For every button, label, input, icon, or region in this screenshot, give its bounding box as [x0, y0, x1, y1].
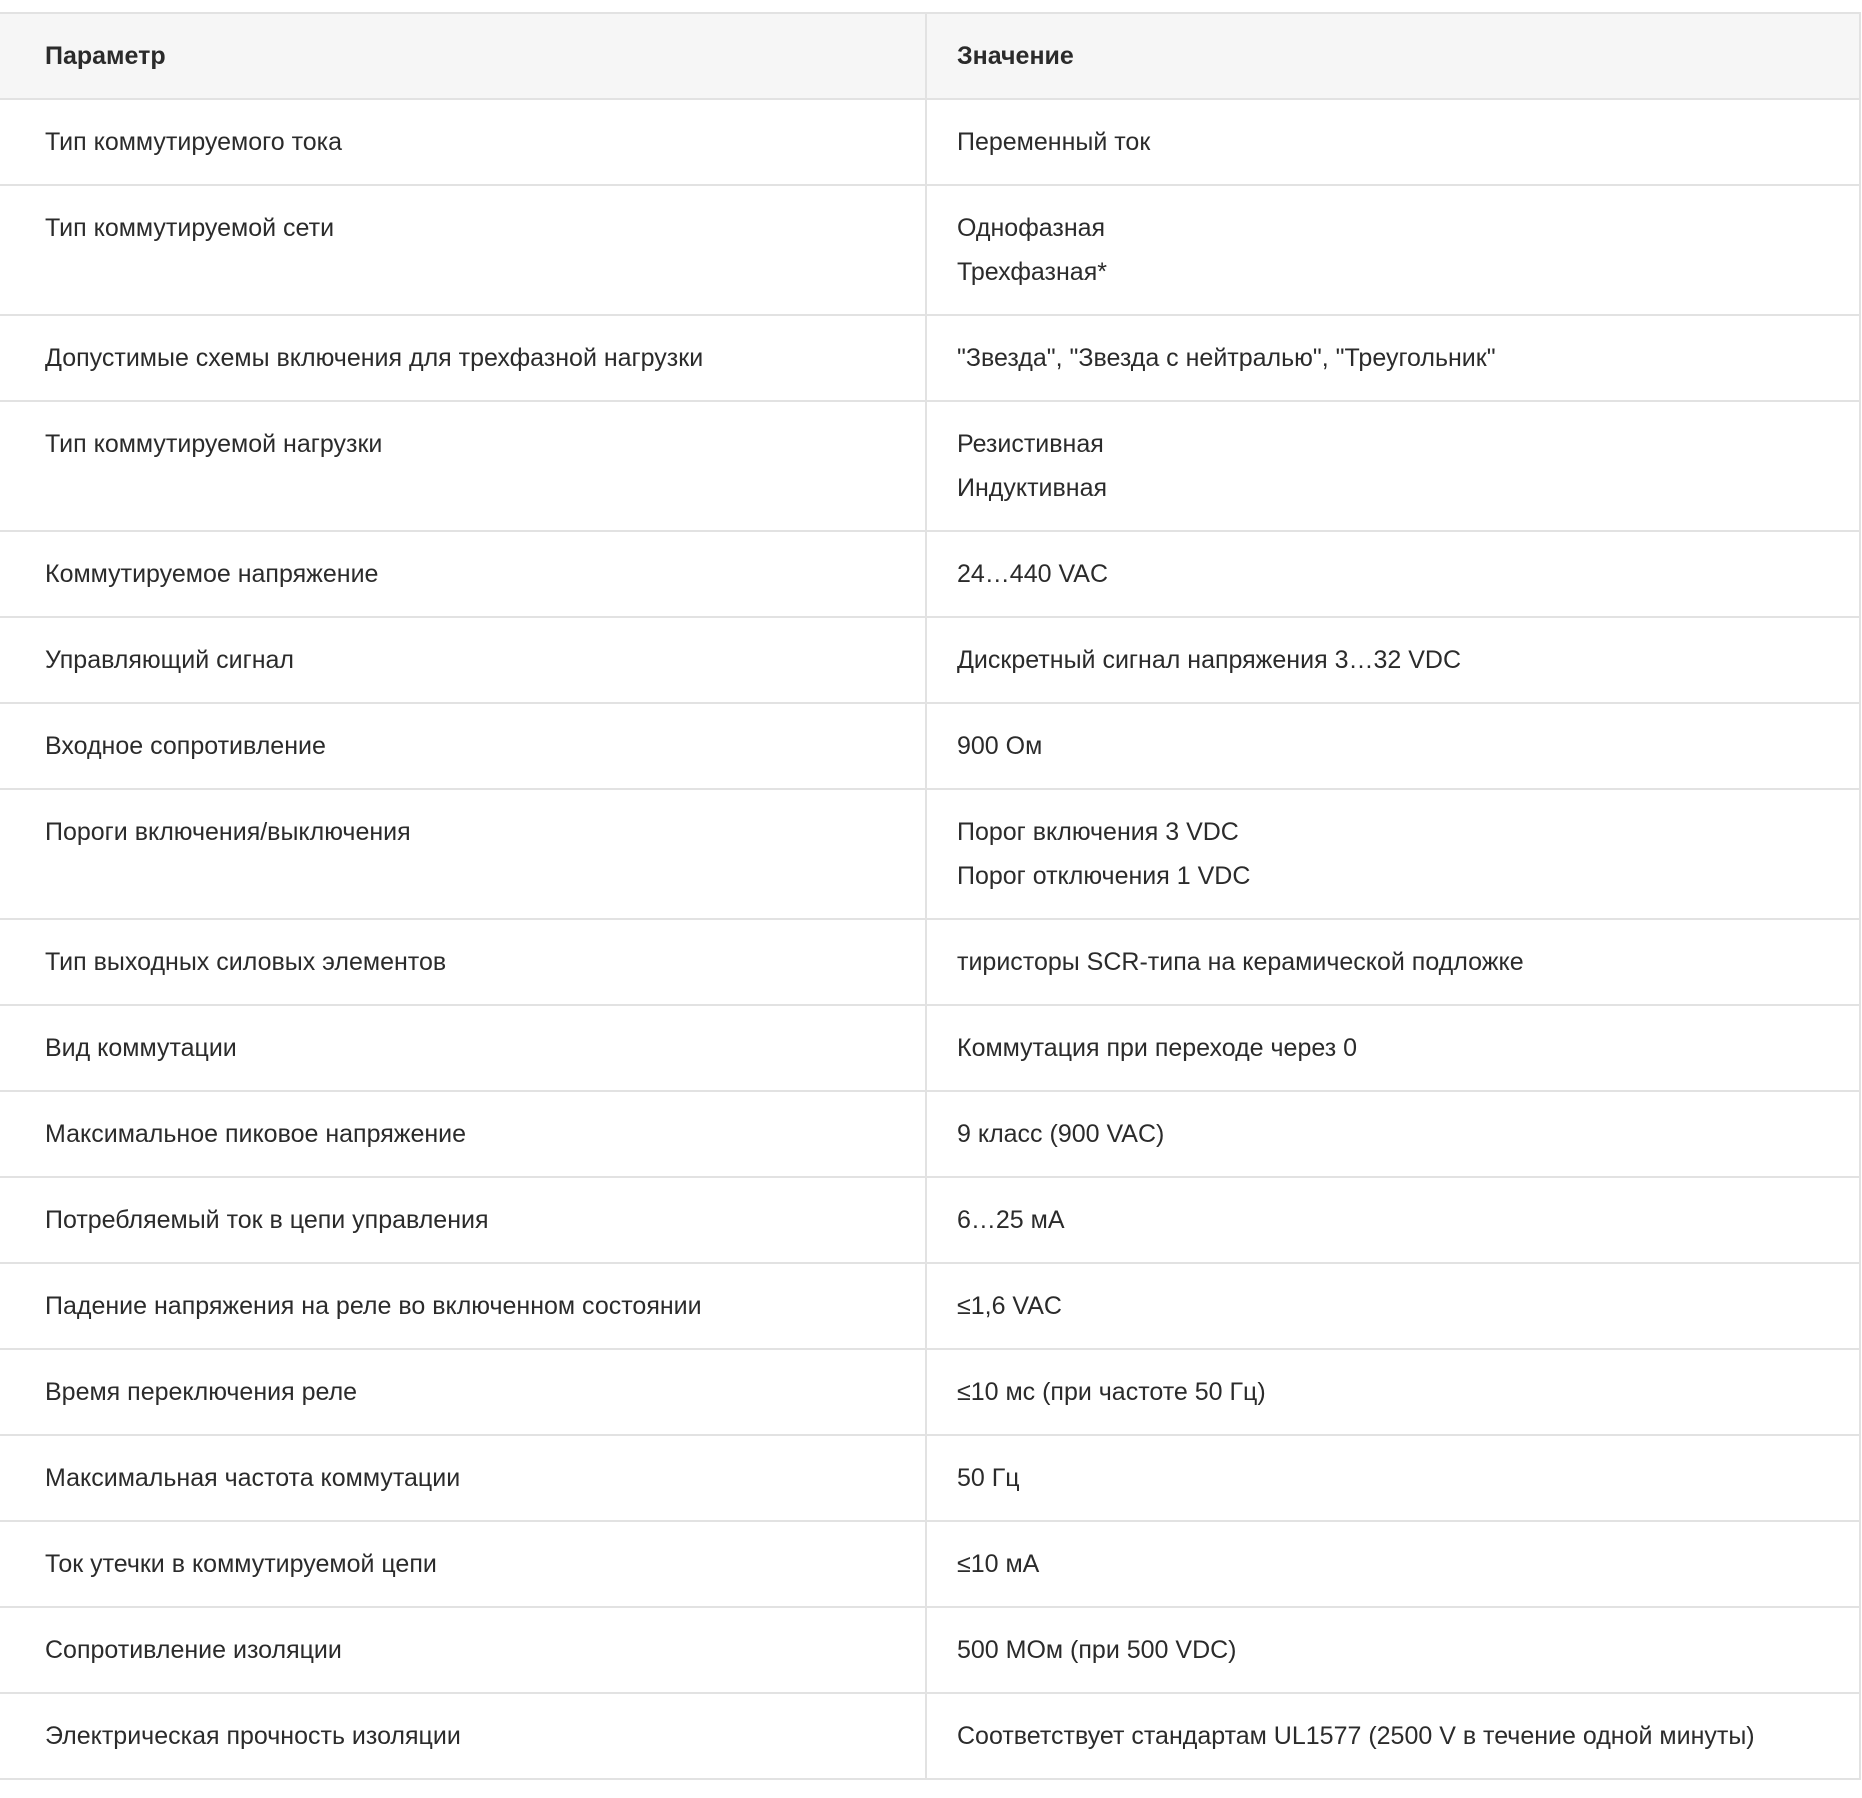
parameter-cell: Максимальная частота коммутации [0, 1435, 926, 1521]
table-row [0, 1263, 1860, 1349]
parameter-cell: Электрическая прочность изоляции [0, 1693, 926, 1779]
value-line: Трехфазная* [957, 258, 1107, 286]
table-body [0, 99, 1860, 1779]
value-line: 900 Ом [957, 732, 1043, 760]
table-row [0, 531, 1860, 617]
value-cell [926, 315, 1860, 401]
table-row [0, 919, 1860, 1005]
table-row [0, 401, 1860, 531]
table-row [0, 1435, 1860, 1521]
parameter-cell: Максимальное пиковое напряжение [0, 1091, 926, 1177]
value-line: ≤1,6 VAC [957, 1292, 1062, 1320]
value-line: Соответствует стандартам UL1577 (2500 V в течение одной минуты) [957, 1722, 1755, 1750]
spec-table [0, 12, 1861, 1780]
value-line: Дискретный сигнал напряжения 3…32 VDC [957, 646, 1462, 674]
value-line: "Звезда", "Звезда с нейтралью", "Треугольник" [957, 344, 1496, 372]
value-cell [926, 531, 1860, 617]
value-cell [926, 703, 1860, 789]
parameter-cell: Время переключения реле [0, 1349, 926, 1435]
parameter-cell: Сопротивление изоляции [0, 1607, 926, 1693]
value-cell [926, 1349, 1860, 1435]
table-row [0, 703, 1860, 789]
table-row [0, 1349, 1860, 1435]
table-row [0, 99, 1860, 185]
value-cell [926, 919, 1860, 1005]
table-header [0, 13, 1860, 99]
header-row [0, 13, 1860, 99]
value-line: Порог включения 3 VDC [957, 818, 1239, 846]
value-cell [926, 1263, 1860, 1349]
parameter-cell: Управляющий сигнал [0, 617, 926, 703]
value-cell [926, 185, 1860, 315]
value-cell [926, 1521, 1860, 1607]
value-line: тиристоры SCR-типа на керамической подложке [957, 948, 1524, 976]
table-row [0, 1607, 1860, 1693]
value-line: Резистивная [957, 430, 1104, 458]
value-line: ≤10 мА [957, 1550, 1040, 1578]
table-row [0, 1693, 1860, 1779]
value-line: Индуктивная [957, 474, 1108, 502]
parameter-cell: Падение напряжения на реле во включенном состоянии [0, 1263, 926, 1349]
table-row [0, 1521, 1860, 1607]
parameter-cell: Тип выходных силовых элементов [0, 919, 926, 1005]
parameter-cell: Коммутируемое напряжение [0, 531, 926, 617]
value-cell [926, 401, 1860, 531]
value-cell [926, 1435, 1860, 1521]
parameter-cell: Ток утечки в коммутируемой цепи [0, 1521, 926, 1607]
parameter-cell: Тип коммутируемой нагрузки [0, 401, 926, 531]
table-row [0, 1091, 1860, 1177]
table-row [0, 315, 1860, 401]
value-line: Однофазная [957, 214, 1106, 242]
table-row [0, 789, 1860, 919]
table-row [0, 617, 1860, 703]
value-cell [926, 1091, 1860, 1177]
parameter-cell: Пороги включения/выключения [0, 789, 926, 919]
table-row [0, 1177, 1860, 1263]
parameter-cell: Входное сопротивление [0, 703, 926, 789]
value-cell [926, 1177, 1860, 1263]
value-line: 50 Гц [957, 1464, 1020, 1492]
value-line: Переменный ток [957, 128, 1151, 156]
table-row [0, 1005, 1860, 1091]
parameter-cell: Потребляемый ток в цепи управления [0, 1177, 926, 1263]
value-cell [926, 1005, 1860, 1091]
header-parameter: Параметр [0, 13, 926, 99]
value-line: ≤10 мс (при частоте 50 Гц) [957, 1378, 1266, 1406]
parameter-cell: Тип коммутируемого тока [0, 99, 926, 185]
value-line: Порог отключения 1 VDC [957, 862, 1251, 890]
table-row [0, 185, 1860, 315]
value-line: 6…25 мА [957, 1206, 1065, 1234]
header-value: Значение [926, 13, 1860, 99]
parameter-cell: Вид коммутации [0, 1005, 926, 1091]
value-cell [926, 99, 1860, 185]
value-cell [926, 1607, 1860, 1693]
parameter-cell: Допустимые схемы включения для трехфазной нагрузки [0, 315, 926, 401]
value-line: Коммутация при переходе через 0 [957, 1034, 1358, 1062]
value-cell [926, 617, 1860, 703]
value-line: 9 класс (900 VAC) [957, 1120, 1165, 1148]
value-cell [926, 789, 1860, 919]
value-line: 24…440 VAC [957, 560, 1109, 588]
value-cell [926, 1693, 1860, 1779]
value-line: 500 МОм (при 500 VDC) [957, 1636, 1237, 1664]
parameter-cell: Тип коммутируемой сети [0, 185, 926, 315]
